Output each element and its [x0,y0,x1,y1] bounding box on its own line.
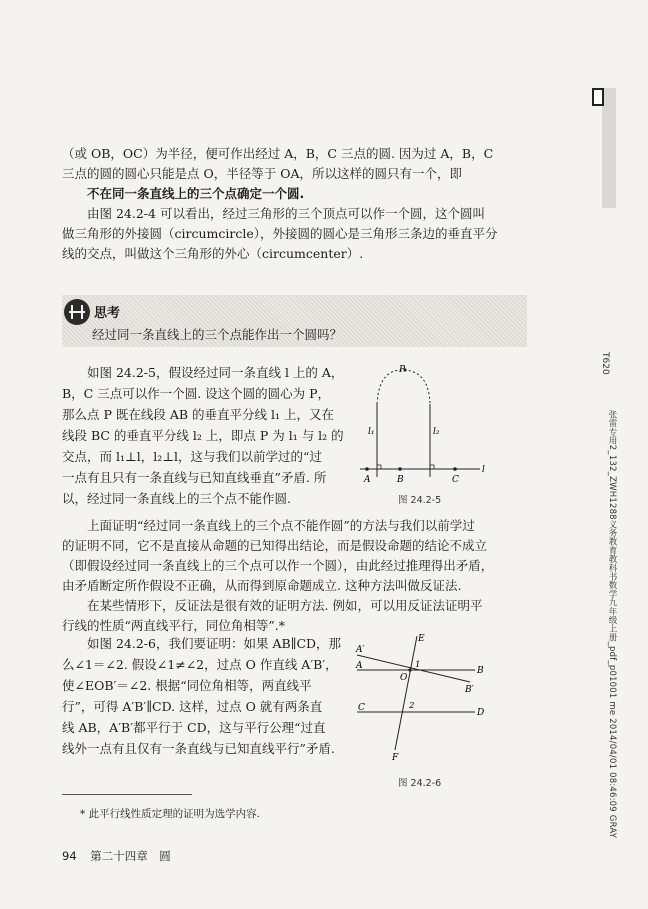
proof-method [62,516,517,636]
label-P: P [399,365,406,375]
label-D: D [477,708,485,718]
text-line: 线的交点，叫做这个三角形的外心（circumcenter）. [62,246,364,261]
chapter-title: 第二十四章 圆 [90,849,171,863]
theorem-statement: 不在同一条直线上的三个点确定一个圆. [87,186,305,201]
label-B: B [397,475,404,485]
text-line: （即假设经过同一条直线上的三个点可以作一个圆），由此经过推理得出矛盾， [62,558,494,573]
text-line: 线 AB，A′B′都平行于 CD，这与平行公理“过直 [62,720,326,735]
footnote-rule [62,794,192,795]
label-F: F [392,753,399,763]
text-line: 一点有且只有一条直线与已知直线垂直”矛盾. 所 [62,470,327,485]
label-O: O [400,673,408,683]
label-C: C [358,703,365,713]
point-C [453,467,457,471]
text-line: 线外一点有且仅有一条直线与已知直线平行”矛盾. [62,741,335,756]
label-l1: l₁ [368,427,375,437]
label-2: 2 [409,701,415,711]
text-line: 那么点 P 既在线段 AB 的垂直平分线 l₁ 上，又在 [62,407,334,422]
figure-24-2-5 [355,362,495,497]
text-line: 如图 24.2-6，我们要证明：如果 AB∥CD，那 [87,636,342,651]
point-O [408,668,411,671]
think-icon [64,299,90,325]
footnote: * 此平行线性质定理的证明为选学内容. [80,808,260,820]
text-line: 的证明不同，它不是直接从命题的已知得出结论，而是假设命题的结论不成立 [62,538,488,553]
text-line: 三点的圆的圆心只能是点 O，半径等于 OA，所以这样的圆只有一个，即 [62,166,462,181]
side-code: T620 [600,352,610,375]
text-line: 行线的性质“两直线平行，同位角相等”.* [62,618,286,633]
text-line: 行”，可得 A′B′∥CD. 这样，过点 O 就有两条直 [62,699,323,714]
label-l: l [482,465,485,475]
figure-caption-2: 图 24.2-6 [398,778,442,789]
think-box [62,295,527,347]
label-A: A [356,661,363,671]
label-B: B [477,666,484,676]
proof-section-1 [62,362,362,509]
text-line: 由矛盾断定所作假设不正确，从而得到原命题成立. 这种方法叫做反证法. [62,578,462,593]
scan-edge-strip [602,88,616,208]
label-A1: A′ [356,645,365,655]
text-line: 以，经过同一条直线上的三个点不能作圆. [62,491,291,506]
label-C: C [452,475,459,485]
think-question: 经过同一条直线上的三个点能作出一个圆吗？ [92,327,343,342]
line-EF [395,636,417,750]
page-number: 94 [62,849,77,863]
figure-caption-1: 图 24.2-5 [398,495,442,506]
text-line: 做三角形的外接圆（circumcircle），外接圆的圆心是三角形三条边的垂直平分 [62,226,498,241]
label-E: E [418,634,425,644]
text-line: 在某些情形下，反证法是很有效的证明方法. 例如，可以用反证法证明平 [87,598,483,613]
label-l2: l₂ [433,427,440,437]
label-1: 1 [415,660,421,670]
line-A1B1 [357,655,470,682]
text-line: 线段 BC 的垂直平分线 l₂ 上，即点 P 为 l₁ 与 l₂ 的 [62,428,344,443]
text-line: 由图 24.2-4 可以看出，经过三角形的三个顶点可以作一个圆，这个圆叫 [87,206,485,221]
text-line: B，C 三点可以作一个圆. 设这个圆的圆心为 P， [62,386,331,401]
point-A [365,467,369,471]
think-title: 思考 [94,306,121,321]
text-line: （或 OB，OC）为半径，便可作出经过 A，B，C 三点的圆. 因为过 A，B，C [62,146,494,161]
print-stamp: 张雷专用2_132_ZWH1288义务教育教科书数学九年级上册_pdf_p01001 me 2014/04/01 08:46:09 GRAY [607,410,617,839]
point-B [398,467,402,471]
dashed-arc [377,370,430,404]
label-A: A [364,475,371,485]
text-line: 么∠1＝∠2. 假设∠1≠∠2，过点 O 作直线 A′B′， [62,657,338,672]
scan-registration-mark [592,88,604,106]
proof-section-2 [62,633,358,759]
paragraph-top [62,144,514,264]
figure-24-2-6 [355,632,495,772]
text-line: 上面证明“经过同一条直线上的三个点不能作圆”的方法与我们以前学过 [87,518,475,533]
text-line: 如图 24.2-5，假设经过同一条直线 l 上的 A， [87,365,344,380]
label-B1: B′ [465,685,474,695]
text-line: 交点，而 l₁⊥l，l₂⊥l，这与我们以前学过的“过 [62,449,322,464]
text-line: 使∠EOB′＝∠2. 根据“同位角相等，两直线平 [62,678,312,693]
page-footer [62,848,181,864]
